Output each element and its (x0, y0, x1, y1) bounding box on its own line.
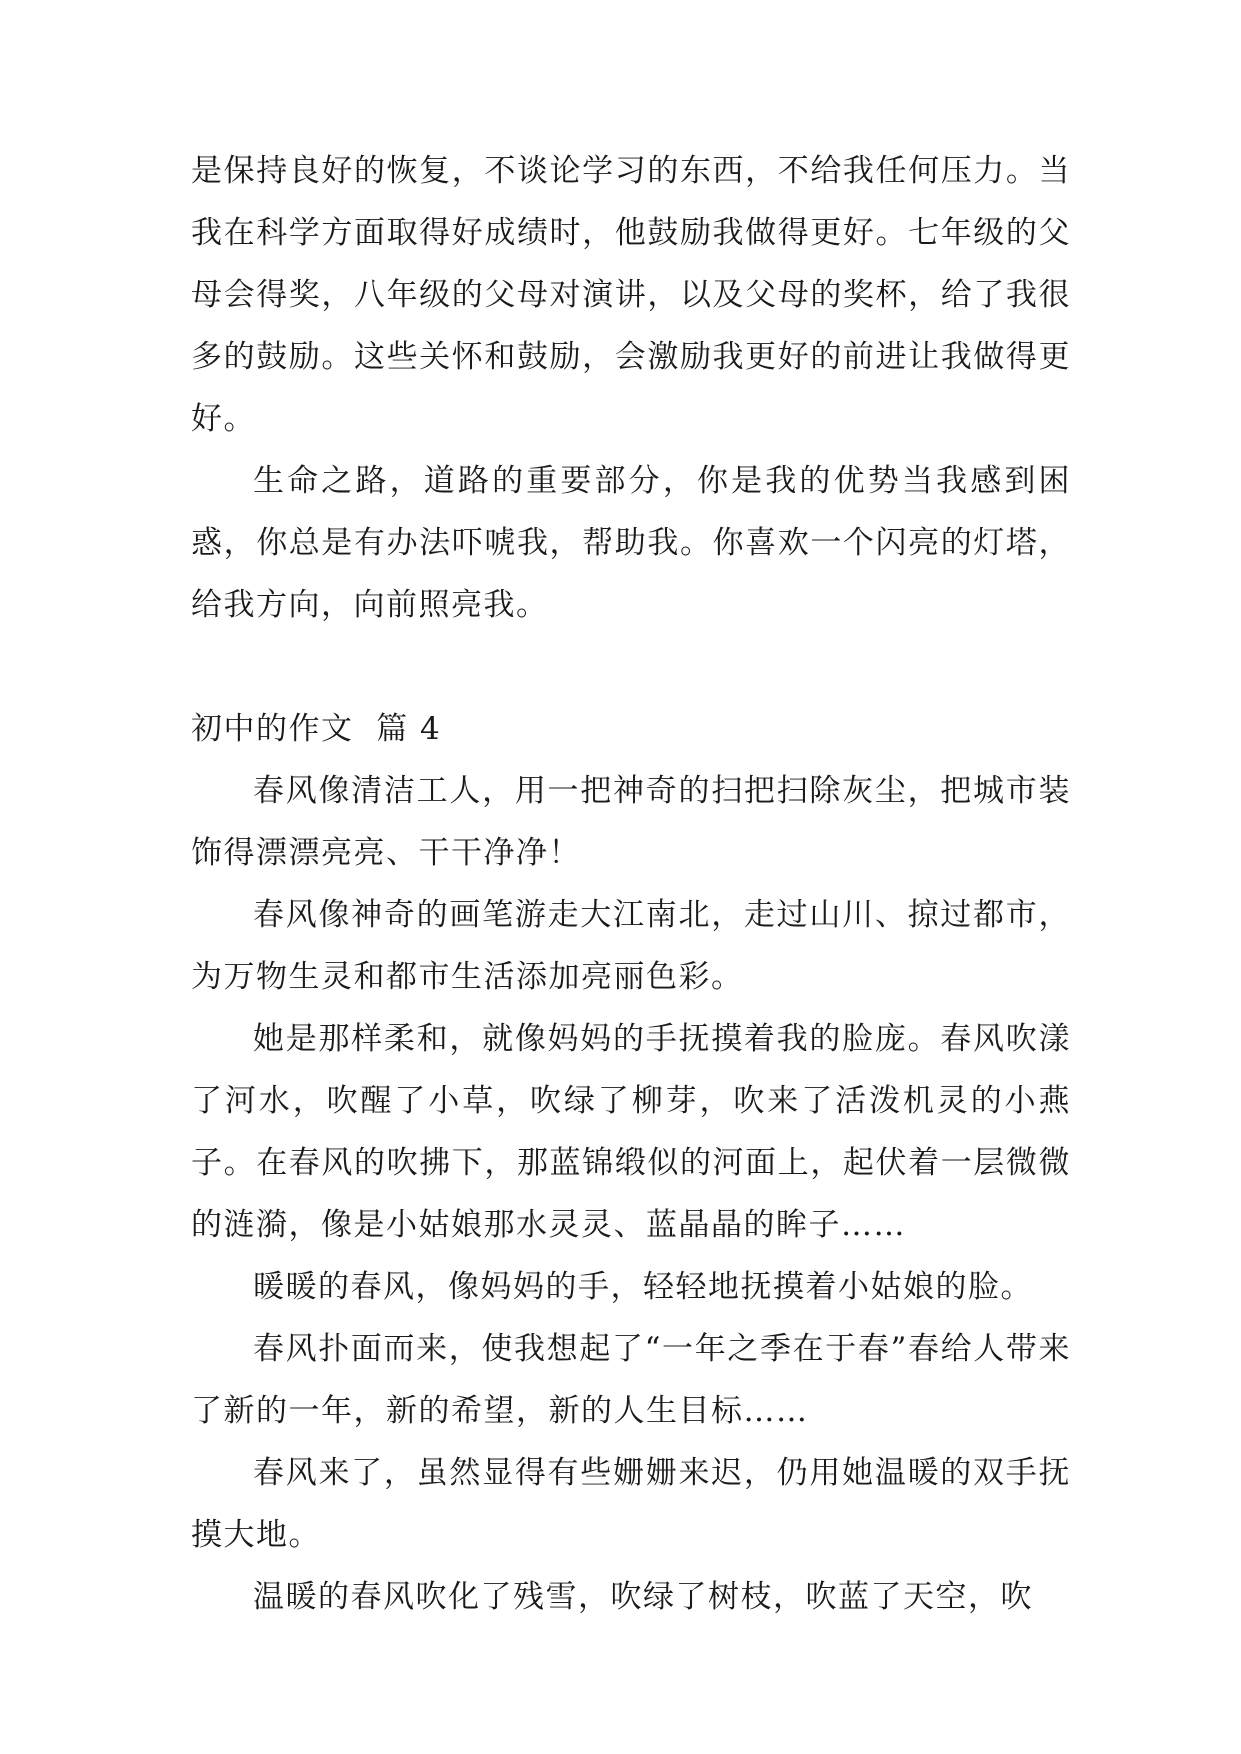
section-heading: 初中的作文 篇 4 (191, 711, 442, 747)
body-paragraph: 春风像神奇的画笔游走大江南北，走过山川、掠过都市，为万物生灵和都市生活添加亮丽色彩。 (191, 897, 1071, 995)
body-paragraph: 春风像清洁工人，用一把神奇的扫把扫除灰尘，把城市装饰得漂漂亮亮、干干净净！ (191, 773, 1071, 871)
body-paragraph: 生命之路，道路的重要部分，你是我的优势当我感到困惑，你总是有办法吓唬我，帮助我。你喜欢一个闪亮的灯塔，给我方向，向前照亮我。 (191, 463, 1071, 623)
body-paragraph: 春风来了，虽然显得有些姗姗来迟，仍用她温暖的双手抚摸大地。 (191, 1455, 1071, 1553)
body-paragraph: 温暖的春风吹化了残雪，吹绿了树枝，吹蓝了天空，吹 (253, 1579, 1033, 1615)
body-paragraph: 她是那样柔和，就像妈妈的手抚摸着我的脸庞。春风吹漾了河水，吹醒了小草，吹绿了柳芽，吹来了活泼机灵的小燕子。在春风的吹拂下，那蓝锦缎似的河面上，起伏着一层微微的涟漪，像是小姑娘那水灵灵、蓝晶晶的眸子…… (191, 1021, 1071, 1243)
body-paragraph: 暖暖的春风，像妈妈的手，轻轻地抚摸着小姑娘的脸。 (253, 1269, 1033, 1305)
document-page (191, 140, 1071, 1628)
body-paragraph: 是保持良好的恢复，不谈论学习的东西，不给我任何压力。当我在科学方面取得好成绩时，他鼓励我做得更好。七年级的父母会得奖，八年级的父母对演讲，以及父母的奖杯，给了我很多的鼓励。这些关怀和鼓励，会激励我更好的前进让我做得更好。 (191, 153, 1071, 437)
body-paragraph: 春风扑面而来，使我想起了“一年之季在于春”春给人带来了新的一年，新的希望，新的人生目标…… (191, 1331, 1071, 1429)
